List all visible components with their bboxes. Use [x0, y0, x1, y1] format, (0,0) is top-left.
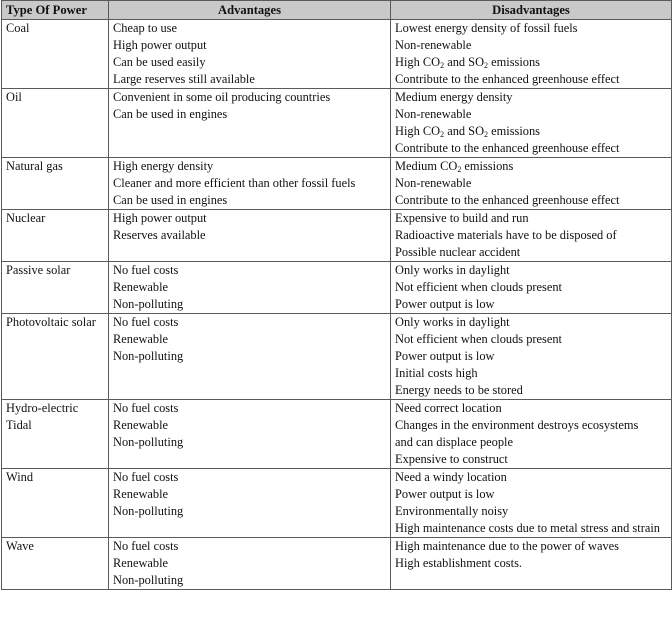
subscript: 2	[484, 130, 489, 139]
disadvantage-line: Medium $CO_2$ emissions	[395, 159, 514, 174]
disadvantage-line: Only works in daylight	[395, 263, 510, 277]
advantage-line: Renewable	[113, 280, 169, 294]
advantage-line: Can be used in engines	[113, 107, 228, 121]
disadvantage-line: Non-renewable	[395, 38, 472, 52]
table-row	[2, 469, 672, 538]
advantages-cell	[109, 314, 391, 400]
type-line: Nuclear	[6, 211, 46, 225]
table-row	[2, 89, 672, 158]
advantage-line: Non-polluting	[113, 504, 184, 518]
subscript: 2	[440, 130, 445, 139]
disadvantage-line: Changes in the environment destroys ecosystems	[395, 418, 639, 432]
advantage-line: Convenient in some oil producing countries	[113, 90, 331, 104]
disadvantage-line: Expensive to construct	[395, 452, 508, 466]
advantage-line: Reserves available	[113, 228, 206, 242]
advantages-cell	[109, 158, 391, 210]
advantage-line: High power output	[113, 38, 207, 52]
header-advantages: Advantages	[109, 1, 391, 20]
disadvantage-line: Environmentally noisy	[395, 504, 509, 518]
type-line: Coal	[6, 21, 30, 35]
table-row	[2, 158, 672, 210]
advantage-line: Renewable	[113, 556, 169, 570]
disadvantage-line: Contribute to the enhanced greenhouse effect	[395, 72, 620, 86]
advantages-cell	[109, 20, 391, 89]
disadvantage-line: Lowest energy density of fossil fuels	[395, 21, 578, 35]
advantage-line: Cleaner and more efficient than other fossil fuels	[113, 176, 356, 190]
advantage-line: Can be used easily	[113, 55, 206, 69]
advantage-line: Large reserves still available	[113, 72, 255, 86]
advantages-cell	[109, 210, 391, 262]
disadvantage-line: Contribute to the enhanced greenhouse effect	[395, 193, 620, 207]
advantages-cell	[109, 89, 391, 158]
disadvantage-line: Medium energy density	[395, 90, 513, 104]
advantage-line: Renewable	[113, 487, 169, 501]
disadvantage-line: Need correct location	[395, 401, 502, 415]
disadvantage-line: Possible nuclear accident	[395, 245, 521, 259]
type-cell	[2, 538, 109, 590]
type-cell	[2, 314, 109, 400]
subscript: 2	[457, 165, 462, 174]
type-line: Hydro-electric	[6, 401, 79, 415]
table-row	[2, 262, 672, 314]
advantage-line: Non-polluting	[113, 349, 184, 363]
advantages-cell	[109, 262, 391, 314]
table-row	[2, 400, 672, 469]
advantages-cell	[109, 400, 391, 469]
disadvantages-cell	[391, 469, 672, 538]
type-cell	[2, 469, 109, 538]
advantage-line: Renewable	[113, 332, 169, 346]
advantage-line: No fuel costs	[113, 315, 179, 329]
type-line: Tidal	[6, 418, 32, 432]
subscript: 2	[440, 61, 445, 70]
disadvantage-line: High establishment costs.	[395, 556, 522, 570]
advantages-cell	[109, 538, 391, 590]
disadvantage-line: Non-renewable	[395, 176, 472, 190]
table-body	[2, 20, 672, 590]
disadvantages-cell	[391, 158, 672, 210]
disadvantages-cell	[391, 262, 672, 314]
disadvantage-line: High $CO_2$ and $SO_2$ emissions	[395, 124, 541, 139]
type-cell	[2, 400, 109, 469]
disadvantages-cell	[391, 89, 672, 158]
subscript: 2	[484, 61, 489, 70]
advantage-line: Non-polluting	[113, 573, 184, 587]
type-line: Passive solar	[6, 263, 71, 277]
disadvantage-line: High maintenance due to the power of waves	[395, 539, 619, 553]
type-line: Oil	[6, 90, 22, 104]
advantage-line: Renewable	[113, 418, 169, 432]
type-cell	[2, 89, 109, 158]
disadvantage-line: Need a windy location	[395, 470, 507, 484]
advantage-line: Can be used in engines	[113, 193, 228, 207]
disadvantage-line: Initial costs high	[395, 366, 478, 380]
table-row	[2, 20, 672, 89]
disadvantage-line: Contribute to the enhanced greenhouse effect	[395, 141, 620, 155]
disadvantage-line: Non-renewable	[395, 107, 472, 121]
table-row	[2, 538, 672, 590]
disadvantage-line: Power output is low	[395, 487, 495, 501]
advantage-line: No fuel costs	[113, 401, 179, 415]
power-comparison-table	[1, 0, 672, 590]
type-cell	[2, 262, 109, 314]
type-line: Wave	[6, 539, 34, 553]
disadvantage-line: High maintenance costs due to metal stress and strain	[395, 521, 660, 535]
advantage-line: High energy density	[113, 159, 214, 173]
advantage-line: No fuel costs	[113, 539, 179, 553]
type-line: Natural gas	[6, 159, 63, 173]
advantages-cell	[109, 469, 391, 538]
disadvantage-line: Expensive to build and run	[395, 211, 529, 225]
advantage-line: High power output	[113, 211, 207, 225]
advantage-line: Non-polluting	[113, 435, 184, 449]
advantage-line: Cheap to use	[113, 21, 178, 35]
disadvantage-line: Power output is low	[395, 349, 495, 363]
disadvantages-cell	[391, 210, 672, 262]
advantage-line: Non-polluting	[113, 297, 184, 311]
disadvantage-line: High $CO_2$ and $SO_2$ emissions	[395, 55, 541, 70]
type-cell	[2, 20, 109, 89]
disadvantages-cell	[391, 400, 672, 469]
type-line: Photovoltaic solar	[6, 315, 96, 329]
disadvantage-line: and can displace people	[395, 435, 514, 449]
disadvantage-line: Only works in daylight	[395, 315, 510, 329]
header-type-of-power: Type Of Power	[2, 1, 109, 20]
disadvantages-cell	[391, 314, 672, 400]
disadvantage-line: Not efficient when clouds present	[395, 280, 562, 294]
type-cell	[2, 158, 109, 210]
disadvantage-line: Power output is low	[395, 297, 495, 311]
disadvantage-line: Energy needs to be stored	[395, 383, 523, 397]
header-disadvantages: Disadvantages	[391, 1, 672, 20]
advantage-line: No fuel costs	[113, 263, 179, 277]
advantage-line: No fuel costs	[113, 470, 179, 484]
type-line: Wind	[6, 470, 34, 484]
disadvantage-line: Not efficient when clouds present	[395, 332, 562, 346]
header-row	[2, 1, 672, 20]
table-row	[2, 210, 672, 262]
table-row	[2, 314, 672, 400]
disadvantages-cell	[391, 538, 672, 590]
disadvantages-cell	[391, 20, 672, 89]
disadvantage-line: Radioactive materials have to be disposed of	[395, 228, 617, 242]
type-cell	[2, 210, 109, 262]
